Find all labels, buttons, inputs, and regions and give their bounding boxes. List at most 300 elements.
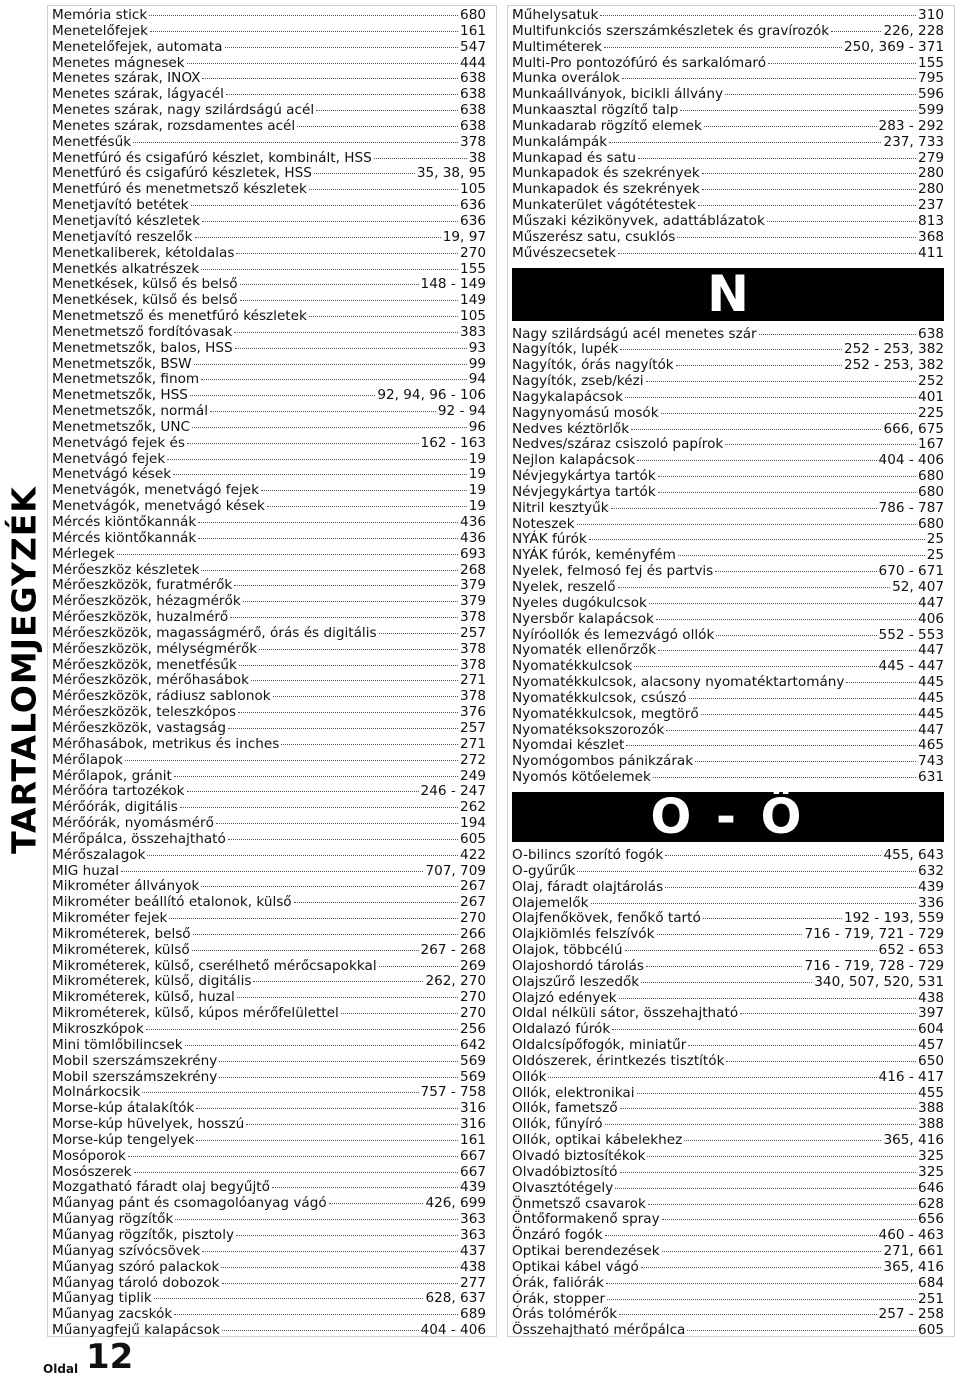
entry-pages: 379 bbox=[460, 593, 486, 610]
entry-label: Műanyag rögzítők, pisztoly bbox=[52, 1226, 235, 1243]
index-entry bbox=[512, 1212, 944, 1228]
entry-label: Menetvágó fejek bbox=[52, 450, 166, 467]
entry-pages: 365, 416 bbox=[883, 1132, 944, 1149]
entry-pages: 445 bbox=[918, 674, 944, 691]
dot-leader bbox=[314, 173, 415, 174]
entry-pages: 226, 228 bbox=[883, 22, 944, 39]
entry-label: Munka overálok bbox=[512, 70, 620, 87]
dot-leader bbox=[665, 887, 916, 888]
entry-pages: 271 bbox=[460, 735, 486, 752]
index-entry bbox=[512, 675, 944, 691]
entry-label: Memória stick bbox=[52, 7, 148, 23]
index-entry bbox=[512, 390, 944, 406]
dot-leader bbox=[702, 173, 916, 174]
entry-label: Műszaki kézikönyvek, adattáblázatok bbox=[512, 212, 765, 229]
index-entry bbox=[52, 87, 486, 103]
index-entry bbox=[52, 864, 486, 880]
entry-label: Mikrométerek, külső, huzal bbox=[52, 989, 235, 1006]
entry-label: Névjegykártya tartók bbox=[512, 468, 656, 485]
index-entry bbox=[512, 1197, 944, 1213]
index-entry bbox=[52, 848, 486, 864]
dot-leader bbox=[725, 444, 916, 445]
entry-label: Oldalcsípőfogók, miniatűr bbox=[512, 1037, 687, 1054]
entry-pages: 447 bbox=[918, 594, 944, 611]
entry-label: Művészecsetek bbox=[512, 244, 616, 261]
entry-label: Nyelek, felmosó fej és partvis bbox=[512, 563, 714, 580]
entry-pages: 271, 661 bbox=[883, 1243, 944, 1260]
dot-leader bbox=[662, 1251, 882, 1252]
entry-pages: 439 bbox=[460, 1179, 486, 1196]
dot-leader bbox=[676, 365, 842, 366]
entry-label: Olajok, többcélú bbox=[512, 942, 623, 959]
entry-pages: 411 bbox=[918, 244, 944, 261]
index-entry bbox=[52, 293, 486, 309]
dot-leader bbox=[169, 918, 458, 919]
entry-pages: 455, 643 bbox=[883, 846, 944, 863]
entry-pages: 257 bbox=[460, 719, 486, 736]
dot-leader bbox=[619, 998, 916, 999]
index-entry bbox=[52, 40, 486, 56]
entry-pages: 547 bbox=[460, 38, 486, 55]
entry-label: Nedves kéztörlők bbox=[512, 420, 630, 437]
dot-leader bbox=[201, 379, 467, 380]
entry-pages: 447 bbox=[918, 721, 944, 738]
entry-pages: 368 bbox=[918, 228, 944, 245]
index-entry bbox=[52, 357, 486, 373]
entry-pages: 237 bbox=[918, 197, 944, 214]
index-entry bbox=[52, 1228, 486, 1244]
entry-label: Mérőórák, nyomásmérő bbox=[52, 815, 214, 832]
index-entry bbox=[512, 959, 944, 975]
entry-pages: 161 bbox=[460, 22, 486, 39]
entry-pages: 569 bbox=[460, 1052, 486, 1069]
index-entry bbox=[512, 40, 944, 56]
dot-leader bbox=[716, 635, 876, 636]
index-entry bbox=[52, 594, 486, 610]
entry-pages: 652 - 653 bbox=[878, 942, 944, 959]
index-entry bbox=[512, 1006, 944, 1022]
index-entry bbox=[52, 658, 486, 674]
entry-label: Műanyag rögzítők bbox=[52, 1211, 174, 1228]
index-entry bbox=[512, 469, 944, 485]
entry-pages: 569 bbox=[460, 1068, 486, 1085]
entry-label: Olaj, fáradt olajtárolás bbox=[512, 878, 664, 895]
entry-pages: 267 bbox=[460, 894, 486, 911]
entry-label: Menetjavító készletek bbox=[52, 212, 200, 229]
dot-leader bbox=[261, 490, 467, 491]
entry-label: Nyomatékkulcsok, alacsony nyomatéktartomány bbox=[512, 674, 845, 691]
entry-label: Olvadóbiztosító bbox=[512, 1163, 618, 1180]
index-entry bbox=[512, 943, 944, 959]
dot-leader bbox=[607, 1299, 916, 1300]
entry-label: Nyomós kötőelemek bbox=[512, 769, 651, 786]
entry-pages: 404 - 406 bbox=[878, 452, 944, 469]
entry-pages: 38 bbox=[468, 149, 486, 166]
entry-pages: 689 bbox=[460, 1306, 486, 1323]
entry-label: Műanyag zacskók bbox=[52, 1306, 173, 1323]
entry-pages: 680 bbox=[918, 468, 944, 485]
entry-pages: 149 bbox=[460, 292, 486, 309]
entry-label: Menetes mágnesek bbox=[52, 54, 185, 71]
dot-leader bbox=[240, 284, 419, 285]
entry-label: Olajszűrő leszedők bbox=[512, 973, 640, 990]
entry-label: Önzáró fogók bbox=[512, 1227, 603, 1244]
dot-leader bbox=[831, 31, 881, 32]
entry-pages: 270 bbox=[460, 1005, 486, 1022]
index-entry bbox=[52, 198, 486, 214]
dot-leader bbox=[174, 1314, 458, 1315]
dot-leader bbox=[589, 539, 925, 540]
entry-pages: 92, 94, 96 - 106 bbox=[377, 387, 486, 404]
entry-pages: 445 bbox=[918, 705, 944, 722]
dot-leader bbox=[680, 110, 916, 111]
index-entry bbox=[52, 404, 486, 420]
dot-leader bbox=[759, 334, 916, 335]
dot-leader bbox=[658, 476, 916, 477]
entry-label: Menetkés alkatrészek bbox=[52, 260, 200, 277]
entry-label: Menetvágók, menetvágó kések bbox=[52, 498, 265, 515]
entry-label: Mérőlapok bbox=[52, 751, 123, 768]
entry-pages: 406 bbox=[918, 610, 944, 627]
entry-label: Menetjavító reszelők bbox=[52, 228, 193, 245]
index-entry bbox=[52, 1101, 486, 1117]
index-entry bbox=[512, 246, 944, 262]
entry-pages: 638 bbox=[460, 70, 486, 87]
index-entry bbox=[52, 959, 486, 975]
index-entry bbox=[52, 1307, 486, 1323]
index-entry bbox=[52, 547, 486, 563]
dot-leader bbox=[128, 1156, 458, 1157]
index-entry bbox=[512, 214, 944, 230]
entry-pages: 257 - 258 bbox=[878, 1306, 944, 1323]
dot-leader bbox=[192, 427, 467, 428]
index-entry bbox=[52, 1054, 486, 1070]
dot-leader bbox=[620, 1172, 917, 1173]
index-entry bbox=[52, 1117, 486, 1133]
index-entry bbox=[512, 659, 944, 675]
entry-pages: 250, 369 - 371 bbox=[843, 38, 944, 55]
index-entry bbox=[512, 738, 944, 754]
dot-leader bbox=[329, 1203, 424, 1204]
entry-label: Mérőpálca, összehajtható bbox=[52, 830, 226, 847]
index-entry bbox=[52, 8, 486, 24]
index-entry bbox=[52, 214, 486, 230]
entry-label: Menetvágó fejek és bbox=[52, 434, 185, 451]
entry-label: Mobil szerszámszekrény bbox=[52, 1052, 218, 1069]
dot-leader bbox=[185, 1045, 458, 1046]
entry-label: Mérőhasábok, metrikus és inches bbox=[52, 735, 280, 752]
entry-label: Nyeles dugókulcsok bbox=[512, 594, 647, 611]
index-entry bbox=[512, 896, 944, 912]
entry-label: Nejlon kalapácsok bbox=[512, 452, 636, 469]
entry-label: Munkaterület vágótétestek bbox=[512, 197, 696, 214]
entry-label: Olajoshordó tárolás bbox=[512, 957, 644, 974]
entry-label: Menetvágó kések bbox=[52, 466, 172, 483]
dot-leader bbox=[767, 221, 916, 222]
index-entry bbox=[512, 880, 944, 896]
index-entry bbox=[512, 1244, 944, 1260]
entry-label: Morse-kúp hüvelyek, hosszú bbox=[52, 1116, 245, 1133]
entry-label: Menetmetszők, balos, HSS bbox=[52, 339, 233, 356]
entry-label: Mérőlapok, gránit bbox=[52, 767, 172, 784]
dot-leader bbox=[297, 126, 458, 127]
entry-pages: 277 bbox=[460, 1274, 486, 1291]
entry-pages: 363 bbox=[460, 1211, 486, 1228]
entry-pages: 268 bbox=[460, 561, 486, 578]
entry-label: Menetfésűk bbox=[52, 133, 132, 150]
entry-label: Mosószerek bbox=[52, 1163, 132, 1180]
index-entry bbox=[512, 485, 944, 501]
entry-pages: 650 bbox=[918, 1052, 944, 1069]
index-entry bbox=[52, 1260, 486, 1276]
entry-pages: 270 bbox=[460, 244, 486, 261]
dot-leader bbox=[702, 189, 916, 190]
dot-leader bbox=[649, 603, 916, 604]
index-entry bbox=[512, 864, 944, 880]
entry-label: Multiméterek bbox=[512, 38, 603, 55]
entry-pages: 680 bbox=[918, 515, 944, 532]
dot-leader bbox=[198, 538, 458, 539]
entry-label: Munkaállványok, bicikli állvány bbox=[512, 86, 723, 103]
dot-leader bbox=[726, 1061, 916, 1062]
dot-leader bbox=[133, 142, 458, 143]
dot-leader bbox=[600, 15, 916, 16]
dot-leader bbox=[222, 1330, 419, 1331]
dot-leader bbox=[658, 492, 916, 493]
index-entry bbox=[512, 1054, 944, 1070]
entry-label: Mércés kiöntőkannák bbox=[52, 529, 197, 546]
index-entry bbox=[512, 327, 944, 343]
entry-label: Optikai berendezések bbox=[512, 1243, 660, 1260]
index-column-right bbox=[507, 5, 955, 1337]
entry-pages: 256 bbox=[460, 1021, 486, 1037]
dot-leader bbox=[117, 554, 458, 555]
index-entry bbox=[512, 453, 944, 469]
index-entry bbox=[52, 1291, 486, 1307]
entry-pages: 325 bbox=[918, 1148, 944, 1164]
entry-pages: 670 - 671 bbox=[878, 563, 944, 580]
entry-pages: 249 bbox=[460, 767, 486, 784]
entry-pages: 105 bbox=[460, 308, 486, 325]
dot-leader bbox=[235, 348, 467, 349]
dot-leader bbox=[167, 459, 466, 460]
dot-leader bbox=[216, 823, 458, 824]
entry-label: Menetmetszők, normál bbox=[52, 403, 209, 420]
entry-label: Mikrométer állványok bbox=[52, 878, 200, 895]
entry-label: Menetkaliberek, kétoldalas bbox=[52, 244, 235, 261]
entry-label: Menetes szárak, lágyacél bbox=[52, 86, 224, 103]
dot-leader bbox=[147, 855, 458, 856]
entry-pages: 636 bbox=[460, 212, 486, 229]
dot-leader bbox=[142, 1092, 418, 1093]
section-letter-o: O - Ö bbox=[512, 792, 944, 842]
entry-label: Mérőszalagok bbox=[52, 846, 146, 863]
index-entry bbox=[512, 342, 944, 358]
index-entry bbox=[512, 87, 944, 103]
dot-leader bbox=[121, 871, 423, 872]
entry-label: Mikrométerek, belső bbox=[52, 925, 191, 942]
entry-pages: 552 - 553 bbox=[878, 626, 944, 643]
index-entry bbox=[512, 1260, 944, 1276]
dot-leader bbox=[149, 15, 458, 16]
dot-leader bbox=[768, 63, 916, 64]
entry-pages: 638 bbox=[460, 86, 486, 103]
entry-label: Oldal nélküli sátor, összehajtható bbox=[512, 1005, 739, 1022]
index-entry bbox=[52, 262, 486, 278]
entry-label: Ollók, fűnyíró bbox=[512, 1116, 603, 1133]
index-column-left bbox=[47, 5, 497, 1337]
dot-leader bbox=[715, 571, 876, 572]
entry-label: Nyomatékkulcsok, csúszó bbox=[512, 689, 687, 706]
entry-label: Molnárkocsik bbox=[52, 1084, 141, 1101]
entry-pages: 280 bbox=[918, 181, 944, 198]
dot-leader bbox=[281, 744, 458, 745]
entry-label: Mikrométer fejek bbox=[52, 910, 168, 927]
dot-leader bbox=[684, 1140, 881, 1141]
entry-pages: 680 bbox=[460, 7, 486, 23]
index-entry bbox=[512, 927, 944, 943]
dot-leader bbox=[294, 902, 458, 903]
dot-leader bbox=[246, 1124, 458, 1125]
entry-pages: 596 bbox=[918, 86, 944, 103]
index-entry bbox=[52, 467, 486, 483]
entry-pages: 25 bbox=[926, 531, 944, 548]
dot-leader bbox=[202, 1251, 458, 1252]
entry-pages: 632 bbox=[918, 862, 944, 879]
entry-pages: 252 - 253, 382 bbox=[843, 357, 944, 374]
index-entry bbox=[512, 723, 944, 739]
dot-leader bbox=[222, 1283, 459, 1284]
entry-pages: 638 bbox=[460, 117, 486, 134]
index-entry bbox=[52, 673, 486, 689]
entry-label: Munkapadok és szekrények bbox=[512, 165, 700, 182]
index-entry bbox=[512, 119, 944, 135]
entry-label: Nagy szilárdságú acél menetes szár bbox=[512, 325, 757, 342]
page-number: 12 bbox=[86, 1337, 134, 1377]
entry-label: Órák, stopper bbox=[512, 1290, 606, 1307]
dot-leader bbox=[134, 1172, 458, 1173]
index-entry bbox=[512, 532, 944, 548]
entry-pages: 192 - 193, 559 bbox=[843, 910, 944, 927]
dot-leader bbox=[618, 587, 891, 588]
entry-label: Mérőeszközök, hézagmérők bbox=[52, 593, 241, 610]
entry-label: Mérőeszközök, menetfésűk bbox=[52, 656, 237, 673]
index-entry bbox=[512, 135, 944, 151]
entry-pages: 604 bbox=[918, 1021, 944, 1038]
entry-pages: 638 bbox=[460, 102, 486, 119]
index-entry bbox=[512, 1181, 944, 1197]
dot-leader bbox=[379, 966, 458, 967]
dot-leader bbox=[190, 395, 375, 396]
entry-label: Nyíróollók és lemezvágó ollók bbox=[512, 626, 715, 643]
entry-label: Menetmetszők, HSS bbox=[52, 387, 188, 404]
entry-pages: 628 bbox=[918, 1195, 944, 1212]
index-entry bbox=[52, 135, 486, 151]
index-entry bbox=[52, 420, 486, 436]
index-entry bbox=[512, 1022, 944, 1038]
entry-pages: 404 - 406 bbox=[420, 1322, 486, 1339]
entry-label: Nagykalapácsok bbox=[512, 388, 623, 405]
dot-leader bbox=[228, 728, 458, 729]
entry-pages: 436 bbox=[460, 514, 486, 530]
entry-pages: 757 - 758 bbox=[420, 1084, 486, 1101]
index-entry bbox=[52, 1244, 486, 1260]
entry-label: Ollók, fametsző bbox=[512, 1100, 618, 1117]
index-entry bbox=[512, 548, 944, 564]
entry-pages: 251 bbox=[918, 1290, 944, 1307]
entry-pages: 340, 507, 520, 531 bbox=[814, 973, 944, 990]
entry-label: Mérőeszközök, vastagság bbox=[52, 719, 227, 736]
dot-leader bbox=[195, 237, 441, 238]
entry-label: Nagyítók, lupék bbox=[512, 341, 619, 358]
entry-pages: 267 bbox=[460, 878, 486, 895]
entry-pages: 605 bbox=[918, 1322, 944, 1339]
dot-leader bbox=[609, 142, 881, 143]
dot-leader bbox=[221, 1267, 458, 1268]
entry-label: Mérlegek bbox=[52, 545, 115, 562]
entry-label: Morse-kúp tengelyek bbox=[52, 1131, 195, 1148]
index-entry bbox=[512, 770, 944, 786]
entry-pages: 666, 675 bbox=[883, 420, 944, 437]
index-entry bbox=[52, 911, 486, 927]
entry-label: Munkadarab rögzítő elemek bbox=[512, 117, 702, 134]
dot-leader bbox=[646, 966, 802, 967]
index-entry bbox=[52, 1165, 486, 1181]
dot-leader bbox=[658, 650, 916, 651]
index-entry bbox=[52, 816, 486, 832]
index-entry bbox=[512, 1038, 944, 1054]
dot-leader bbox=[605, 1124, 917, 1125]
index-entry bbox=[512, 103, 944, 119]
dot-leader bbox=[615, 1188, 916, 1189]
dot-leader bbox=[316, 110, 458, 111]
entry-label: Mozgatható fáradt olaj begyűjtő bbox=[52, 1179, 270, 1196]
entry-pages: 599 bbox=[918, 102, 944, 119]
entry-label: Munkapadok és szekrények bbox=[512, 181, 700, 198]
index-entry bbox=[52, 689, 486, 705]
dot-leader bbox=[175, 1219, 458, 1220]
index-entry bbox=[512, 691, 944, 707]
entry-pages: 379 bbox=[460, 577, 486, 594]
entry-label: Oldószerek, érintkezés tisztítók bbox=[512, 1052, 725, 1069]
entry-label: Olvadó biztosítékok bbox=[512, 1148, 646, 1164]
entry-label: Menetfúró és menetmetsző készletek bbox=[52, 181, 307, 198]
entry-label: Mini tömlőbilincsek bbox=[52, 1036, 183, 1053]
index-entry bbox=[52, 927, 486, 943]
index-entry bbox=[52, 895, 486, 911]
dot-leader bbox=[187, 791, 419, 792]
entry-pages: 92 - 94 bbox=[437, 403, 486, 420]
entry-pages: 19 bbox=[468, 450, 486, 467]
entry-pages: 280 bbox=[918, 165, 944, 182]
entry-pages: 378 bbox=[460, 656, 486, 673]
dot-leader bbox=[146, 1029, 458, 1030]
index-entry bbox=[512, 1307, 944, 1323]
index-entry bbox=[52, 103, 486, 119]
entry-pages: 310 bbox=[918, 7, 944, 23]
index-entry bbox=[52, 1085, 486, 1101]
entry-pages: 388 bbox=[918, 1116, 944, 1133]
index-entry bbox=[52, 388, 486, 404]
entry-pages: 99 bbox=[468, 355, 486, 372]
index-entry bbox=[512, 198, 944, 214]
dot-leader bbox=[647, 1156, 916, 1157]
entry-label: Nagyítók, zseb/kézi bbox=[512, 373, 644, 390]
entry-label: O-gyűrűk bbox=[512, 862, 576, 879]
dot-leader bbox=[625, 950, 877, 951]
entry-label: Mérőóra tartozékok bbox=[52, 783, 185, 800]
entry-pages: 447 bbox=[918, 642, 944, 659]
